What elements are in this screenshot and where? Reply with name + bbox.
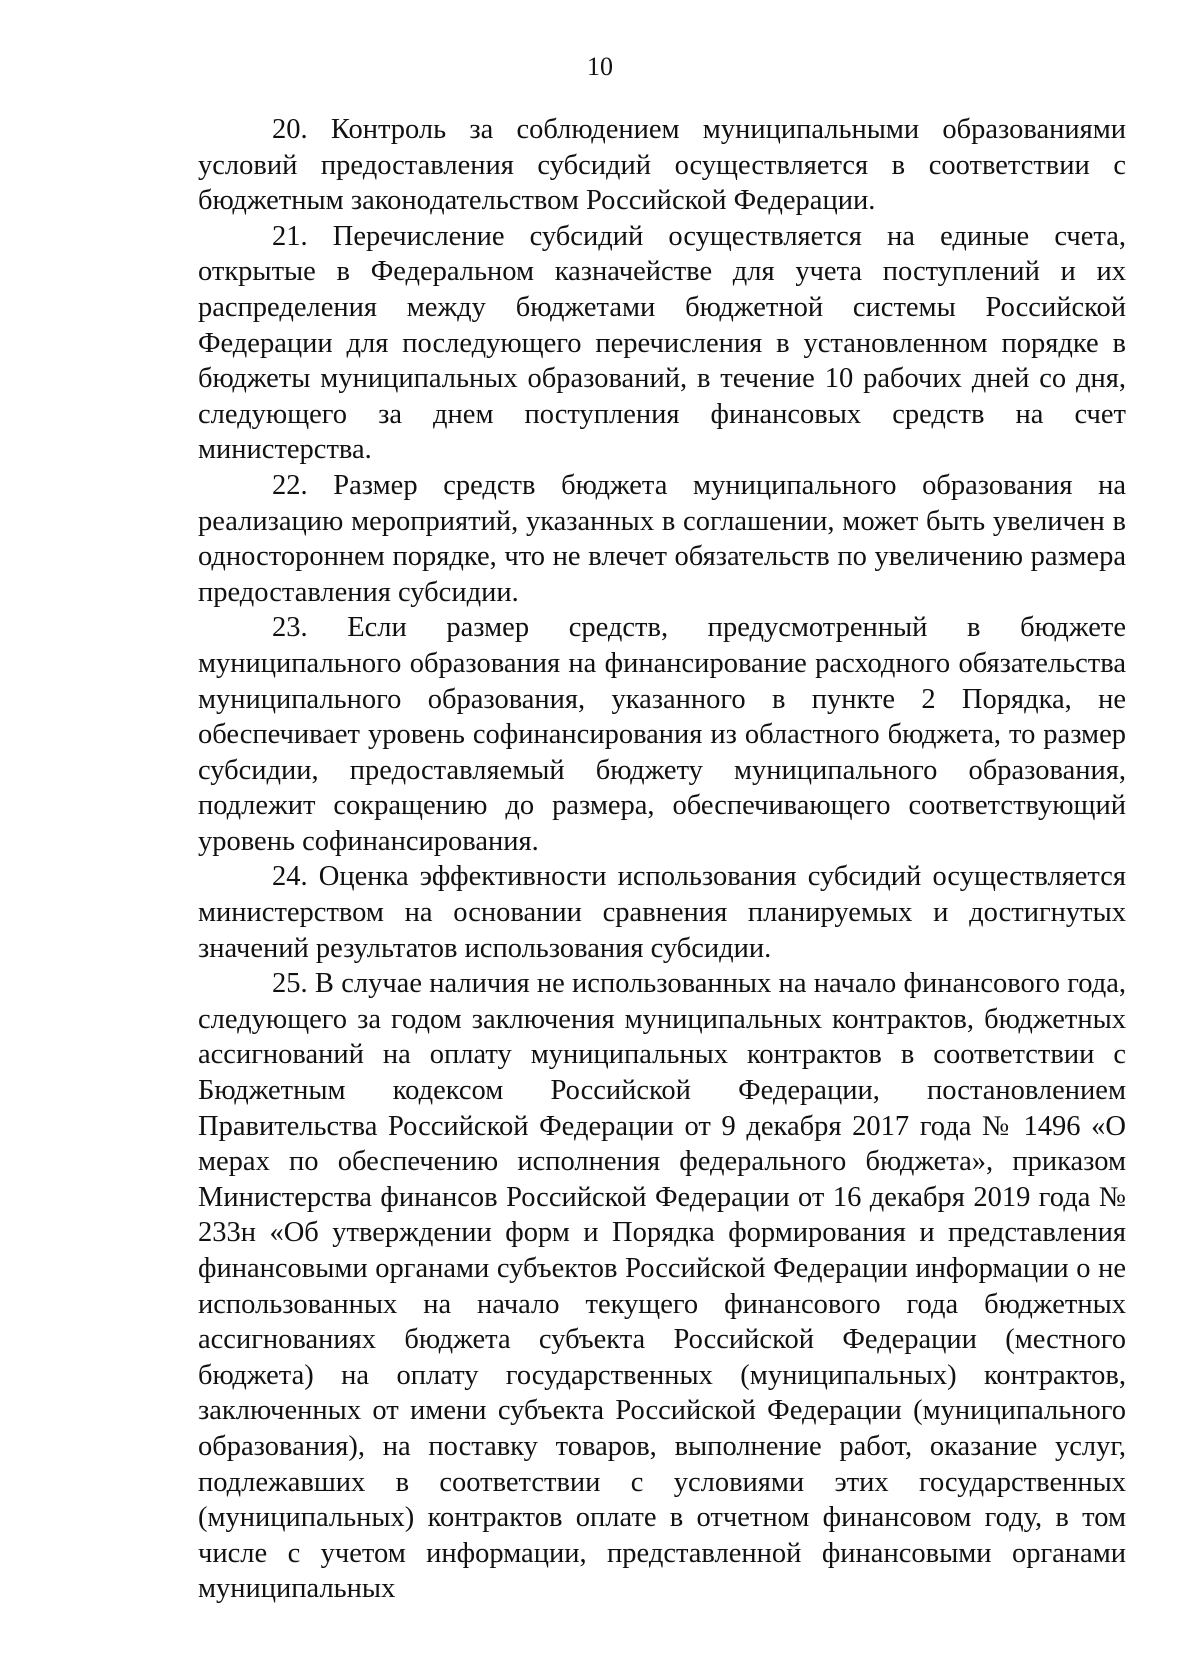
paragraph-24: 24. Оценка эффективности использования субсидий осуществляется министерством на основании сравнения планируемых и достигнутых значений результатов использования субсидии. [198, 861, 1126, 964]
page-number: 10 [587, 52, 613, 81]
paragraph-23: 23. Если размер средств, предусмотренный в бюджете муниципального образования на финансирование расходного обязательства муниципального образования, указанного в пункте 2 Порядка, не обеспечивает уровень софинансирования из областного бюджета, то размер субсидии, предоставляемый бюджету муниципального образования, подлежит сокращению до размера, обеспечивающего соответствующий уровень софинансирования. [198, 612, 1126, 857]
paragraph-25: 25. В случае наличия не использованных на начало финансового года, следующего за годом заключения муниципальных контрактов, бюджетных ассигнований на оплату муниципальных контрактов в соответствии с Бюджетным кодексом Российской Федерации, постановлением Правительства Российской Федерации от 9 декабря 2017 года № 1496 «О мерах по обеспечению исполнения федерального бюджета», приказом Министерства финансов Российской Федерации от 16 декабря 2019 года № 233н «Об утверждении форм и Порядка формирования и представления финансовыми органами субъектов Российской Федерации информации о не использованных на начало текущего финансового года бюджетных ассигнованиях бюджета субъекта Российской Федерации (местного бюджета) на оплату государственных (муниципальных) контрактов, заключенных от имени субъекта Российской Федерации (муниципального образования), на поставку товаров, выполнение работ, оказание услуг, подлежавших в соответствии с условиями этих государственных (муниципальных) контрактов оплате в отчетном финансовом году, в том числе с учетом информации, представленной финансовыми органами муниципальных [198, 968, 1126, 1605]
paragraph-21: 21. Перечисление субсидий осуществляется на единые счета, открытые в Федеральном казначействе для учета поступлений и их распределения между бюджетами бюджетной системы Российской Федерации для последующего перечисления в установленном порядке в бюджеты муниципальных образований, в течение 10 рабочих дней со дня, следующего за днем поступления финансовых средств на счет министерства. [198, 220, 1126, 466]
paragraph-20: 20. Контроль за соблюдением муниципальными образованиями условий предоставления субсидий осуществляется в соответствии с бюджетным законодательством Российской Федерации. [198, 114, 1126, 217]
document-body [198, 112, 1126, 1607]
paragraph-22: 22. Размер средств бюджета муниципального образования на реализацию мероприятий, указанных в соглашении, может быть увеличен в одностороннем порядке, что не влечет обязательств по увеличению размера предоставления субсидии. [198, 469, 1126, 608]
